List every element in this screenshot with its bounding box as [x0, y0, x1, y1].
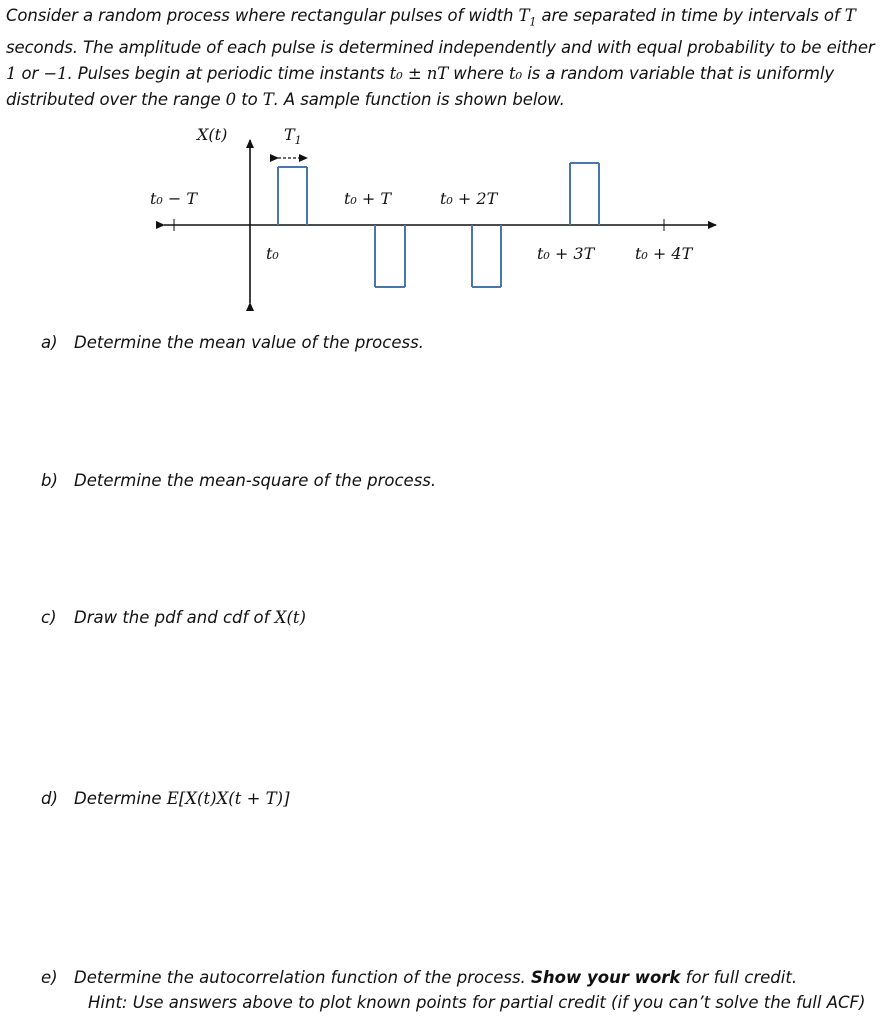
pulse-4 — [570, 163, 599, 225]
pulse-1 — [278, 167, 307, 225]
label-t0-plus-2T: t₀ + 2T — [440, 189, 498, 208]
y-axis-label: X(t) — [197, 125, 228, 144]
pulse-2 — [375, 225, 405, 287]
hint-text: Hint: Use answers above to plot known points for partial credit (if you can’t solve the full ACF) — [88, 993, 866, 1012]
label-t0-plus-T: t₀ + T — [344, 189, 392, 208]
question-d: d) Determine E[X(t)X(t + T)] — [41, 789, 290, 808]
question-c: c) Draw the pdf and cdf of X(t) — [41, 608, 306, 627]
problem-statement: Consider a random process where rectangular pulses of width $T_1$ are separated in time by intervals of T seconds. The amplitude of each pulse is determined independently and with equal probability to be either 1 or −1. Pulses begin at periodic time instants t₀ ± nT where t₀ is a random variable that is uniformly distributed over the range 0 to T. A sample function is shown below. — [6, 6, 875, 110]
pulse-width-label: $T_1$ — [284, 125, 302, 147]
label-t0-plus-4T: t₀ + 4T — [635, 244, 693, 263]
label-t0-plus-3T: t₀ + 3T — [537, 244, 595, 263]
label-t0: t₀ — [266, 244, 279, 263]
question-a: a) Determine the mean value of the process. — [41, 333, 424, 352]
question-e: e) Determine the autocorrelation function of the process. Show your work for full credit. — [41, 968, 798, 987]
sample-function-diagram — [0, 0, 886, 330]
label-t0-minus-T: t₀ − T — [150, 189, 198, 208]
question-b: b) Determine the mean-square of the process. — [41, 471, 437, 490]
pulse-3 — [472, 225, 501, 287]
t1-symbol: $T_1$ — [518, 6, 537, 29]
